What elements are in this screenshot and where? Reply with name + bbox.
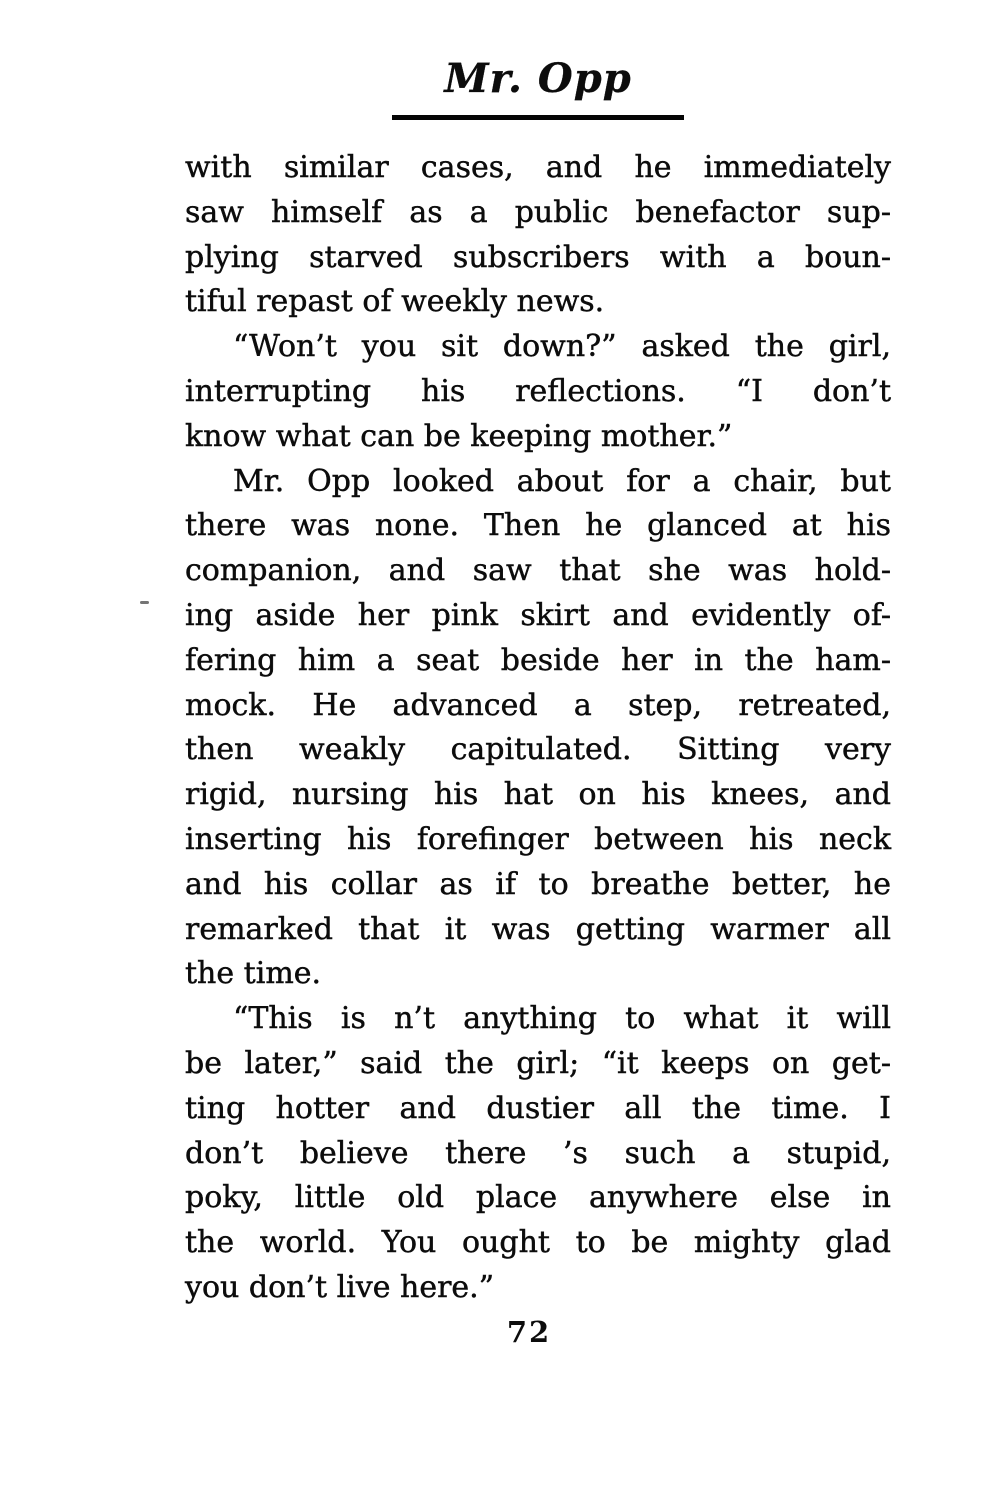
body-text — [185, 146, 891, 1311]
scan-artifact — [140, 601, 149, 604]
text-line: the time. — [185, 956, 322, 992]
text-line: know what can be keeping mother.” — [185, 418, 733, 454]
text-line: tiful repast of weekly news. — [185, 284, 605, 320]
text-line: saw himself as a public benefactor sup- — [185, 194, 891, 230]
text-line: the world. You ought to be mighty glad — [185, 1225, 891, 1261]
paragraph — [185, 325, 891, 459]
text-line: interrupting his reflections. “I don’t — [185, 373, 891, 409]
text-line: be later,” said the girl; “it keeps on get- — [185, 1045, 891, 1081]
text-line: there was none. Then he glanced at his — [185, 508, 891, 544]
text-line: don’t believe there ’s such a stupid, — [185, 1135, 891, 1171]
page-number: 72 — [506, 1314, 552, 1349]
text-line: you don’t live here.” — [185, 1269, 495, 1305]
text-line: and his collar as if to breathe better, he — [185, 866, 891, 902]
text-line: ing aside her pink skirt and evidently of- — [185, 597, 891, 633]
paragraph — [185, 146, 891, 325]
page-header-title: Mr. Opp — [444, 55, 632, 102]
title-rule — [392, 115, 684, 120]
paragraph — [185, 460, 891, 998]
text-line: mock. He advanced a step, retreated, — [185, 687, 891, 723]
text-line: “Won’t you sit down?” asked the girl, — [233, 329, 891, 365]
page-content — [185, 0, 891, 1349]
text-line: companion, and saw that she was hold- — [185, 553, 891, 589]
text-line: ting hotter and dustier all the time. I — [185, 1090, 891, 1126]
text-line: then weakly capitulated. Sitting very — [185, 732, 891, 768]
text-line: inserting his forefinger between his neck — [185, 821, 891, 857]
text-line: remarked that it was getting warmer all — [185, 911, 891, 947]
text-line: fering him a seat beside her in the ham- — [185, 642, 891, 678]
text-line: “This is n’t anything to what it will — [233, 1001, 891, 1037]
text-line: poky, little old place anywhere else in — [185, 1180, 891, 1216]
paragraph — [185, 997, 891, 1311]
text-line: rigid, nursing his hat on his knees, and — [185, 777, 891, 813]
text-line: plying starved subscribers with a boun- — [185, 239, 891, 275]
text-line: with similar cases, and he immediately — [185, 150, 891, 185]
text-line: Mr. Opp looked about for a chair, but — [233, 463, 891, 499]
page-header — [185, 56, 891, 120]
